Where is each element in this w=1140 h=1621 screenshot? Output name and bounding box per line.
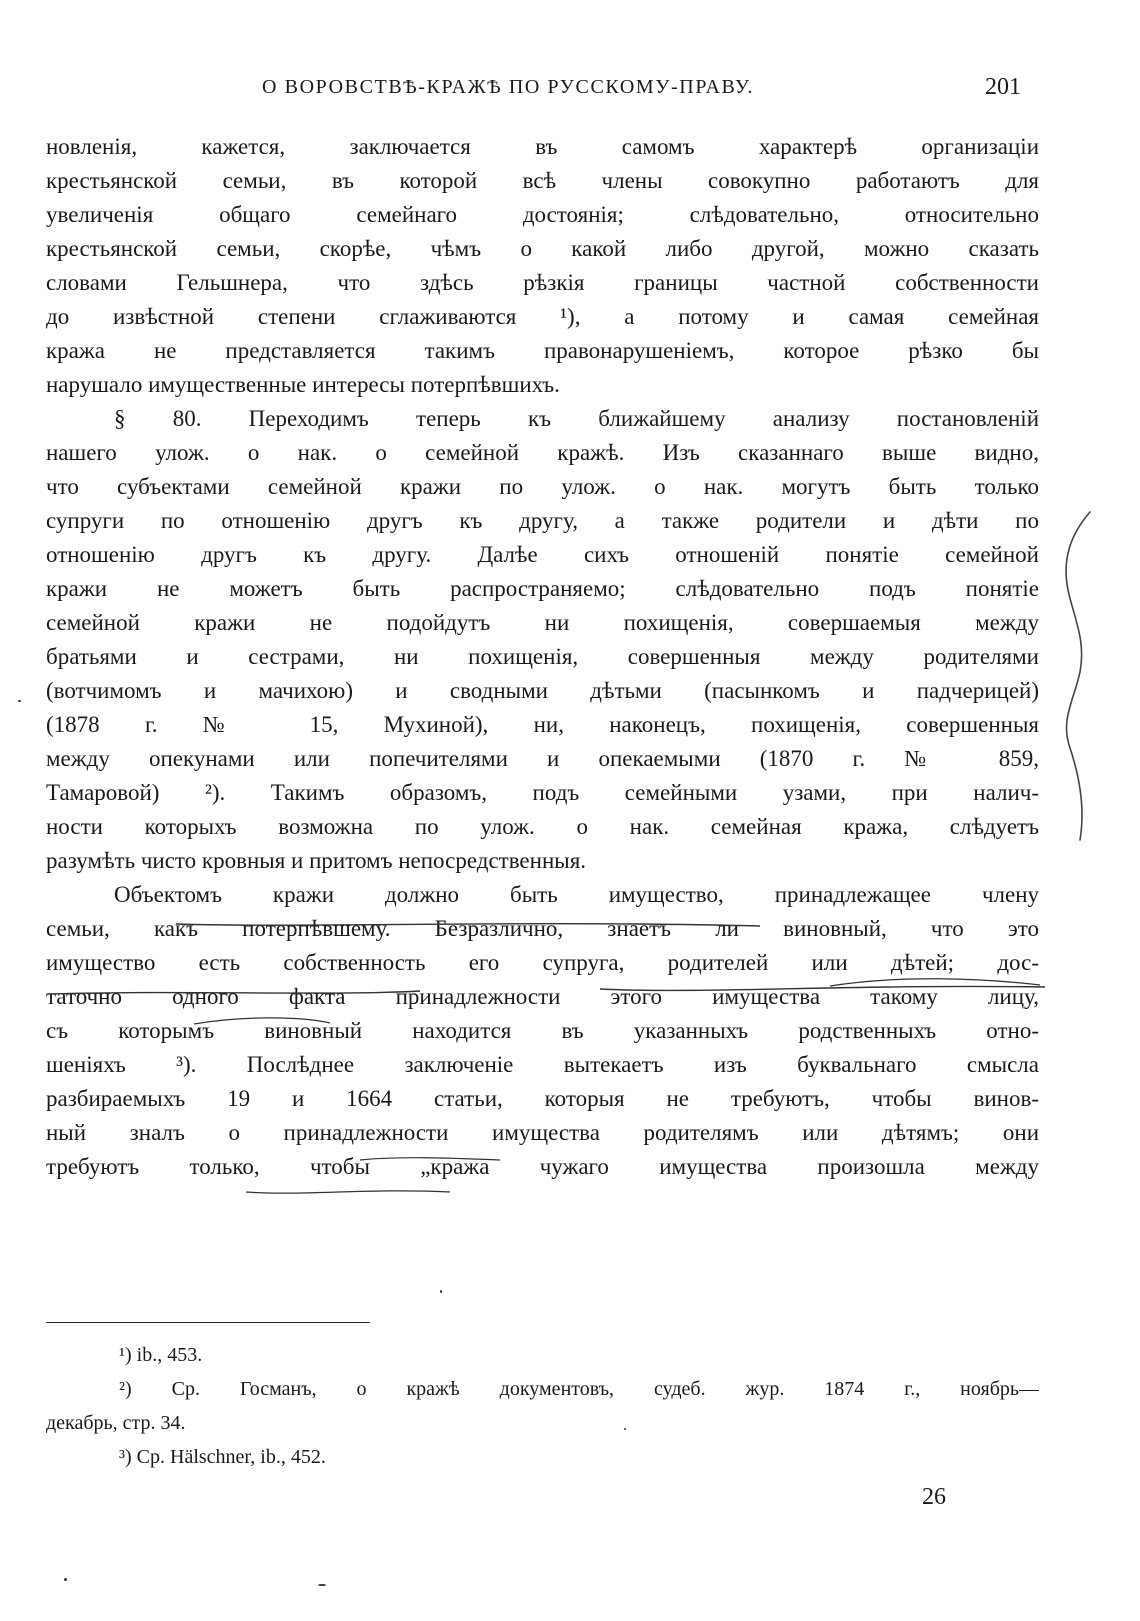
text-line: разбираемыхъ 19 и 1664 статьи, которыя не требуютъ, чтобы винов- [46,1086,1039,1111]
text-line: семьи, какъ потерпѣвшему. Безразлично, знаетъ ли виновный, что это [46,916,1039,941]
scan-speck [440,1290,442,1293]
margin-brace-mark [1066,512,1090,840]
text-line: ный зналъ о принадлежности имущества родителямъ или дѣтямъ; они [46,1120,1039,1145]
footnote-3: ³) Ср. Hälschner, ib., 452. [119,1446,326,1468]
text-line: отношенію другъ къ другу. Далѣе сихъ отношеній понятіе семейной [46,542,1039,567]
text-line: съ которымъ виновный находится въ указанныхъ родственныхъ отно- [46,1018,1039,1043]
text-line: нашего улож. о нак. о семейной кражѣ. Изъ сказаннаго выше видно, [46,440,1039,465]
text-line: таточно одного факта принадлежности этого имущества такому лицу, [46,984,1039,1009]
footnote-1: ¹) ib., 453. [119,1344,203,1366]
footnote-2-continued: декабрь, стр. 34. [46,1412,186,1434]
page-number: 201 [985,74,1021,100]
text-line: словами Гельшнера, что здѣсь рѣзкія границы частной собственности [46,270,1039,295]
signature-mark: 26 [922,1484,946,1510]
text-line: супруги по отношенію другъ къ другу, а также родители и дѣти по [46,508,1039,533]
text-line: имущество есть собственность его супруга, родителей или дѣтей; дос- [46,950,1039,975]
text-line: крестьянской семьи, скорѣе, чѣмъ о какой либо другой, можно сказать [46,236,1039,261]
text-line: увеличенія общаго семейнаго достоянія; слѣдовательно, относительно [46,202,1039,227]
footnote-rule [46,1322,370,1323]
text-line: ности которыхъ возможна по улож. о нак. семейная кража, слѣдуетъ [46,814,1039,839]
scan-speck [318,1584,326,1586]
text-line: (1878 г. № 15, Мухиной), ни, наконецъ, похищенія, совершенныя [46,712,1039,737]
text-line: (вотчимомъ и мачихою) и сводными дѣтьми (пасынкомъ и падчерицей) [46,678,1039,703]
text-line: кража не представляется такимъ правонарушеніемъ, которое рѣзко бы [46,338,1039,363]
text-line: между опекунами или попечителями и опекаемыми (1870 г. № 859, [46,746,1039,771]
text-line: кражи не можетъ быть распространяемо; слѣдовательно подъ понятіе [46,576,1039,601]
text-line: крестьянской семьи, въ которой всѣ члены совокупно работаютъ для [46,168,1039,193]
scan-speck [64,1578,67,1581]
text-line: Тамаровой) ²). Такимъ образомъ, подъ семейными узами, при налич- [46,780,1039,805]
text-line: семейной кражи не подойдутъ ни похищенія, совершаемыя между [46,610,1039,635]
body-text [46,130,1039,1184]
footnote-2: ²) Ср. Госманъ, о кражѣ документовъ, судеб. жур. 1874 г., ноябрь— [119,1378,1039,1400]
scan-speck [624,1428,626,1430]
running-title: О ВОРОВСТВѢ-КРАЖѢ ПО РУССКОМУ-ПРАВУ. [262,76,754,98]
underline-mark [246,1191,450,1193]
text-line: что субъектами семейной кражи по улож. о нак. могутъ быть только [46,474,1039,499]
paragraph-start: Объектомъ кражи должно быть имущество, принадлежащее члену [114,882,1039,907]
text-line: до извѣстной степени сглаживаются ¹), а потому и самая семейная [46,304,1039,329]
text-line: новленія, кажется, заключается въ самомъ характерѣ организаціи [46,134,1039,159]
text-line: требуютъ только, чтобы „кража чужаго имущества произошла между [46,1154,1039,1179]
scan-speck [18,700,21,702]
text-line: разумѣть чисто кровныя и притомъ непосредственныя. [46,848,587,873]
text-line: братьями и сестрами, ни похищенія, совершенныя между родителями [46,644,1039,669]
running-head [0,74,1140,110]
footnotes [46,1338,1039,1474]
text-line: шеніяхъ ³). Послѣднее заключеніе вытекаетъ изъ буквальнаго смысла [46,1052,1039,1077]
text-line: нарушало имущественные интересы потерпѣвшихъ. [46,372,560,397]
section-80-start: § 80. Переходимъ теперь къ ближайшему анализу постановленій [114,406,1039,431]
